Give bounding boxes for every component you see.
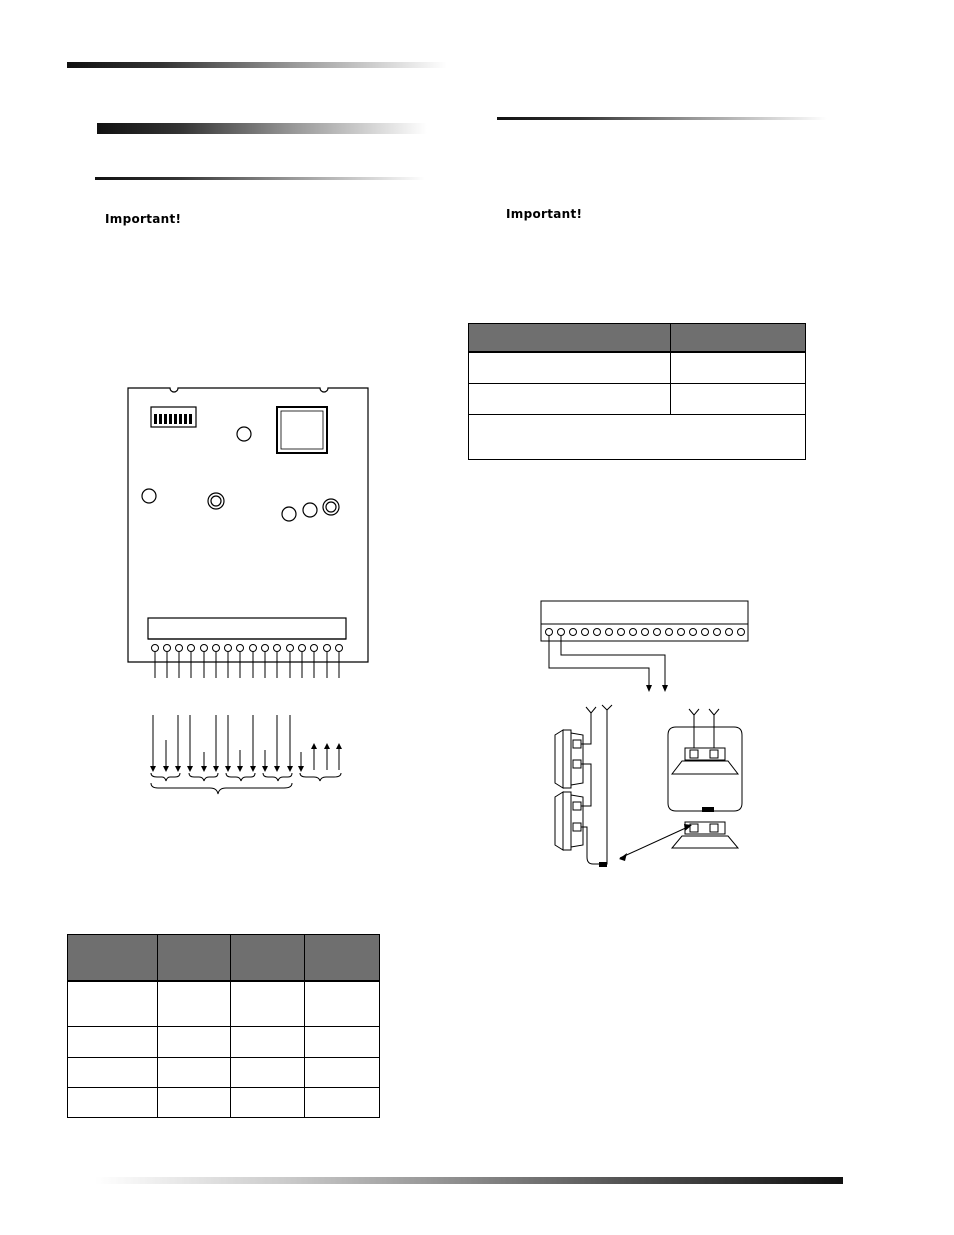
- bottom-table-header: [68, 935, 379, 980]
- subsection-rule: [95, 177, 425, 180]
- bottom-left-table: [67, 934, 380, 1118]
- important-label-left: Important!: [105, 212, 182, 226]
- wiring-diagram: [535, 595, 755, 885]
- circuit-board-diagram: [120, 380, 380, 800]
- important-label-right: Important!: [506, 207, 583, 221]
- right-section-rule: [497, 117, 827, 120]
- right-table-header: [469, 324, 805, 351]
- section-heading-bar: [97, 123, 427, 134]
- page-footer-bar: [95, 1177, 843, 1184]
- page-header-bar: [67, 62, 447, 68]
- right-table: [468, 323, 806, 460]
